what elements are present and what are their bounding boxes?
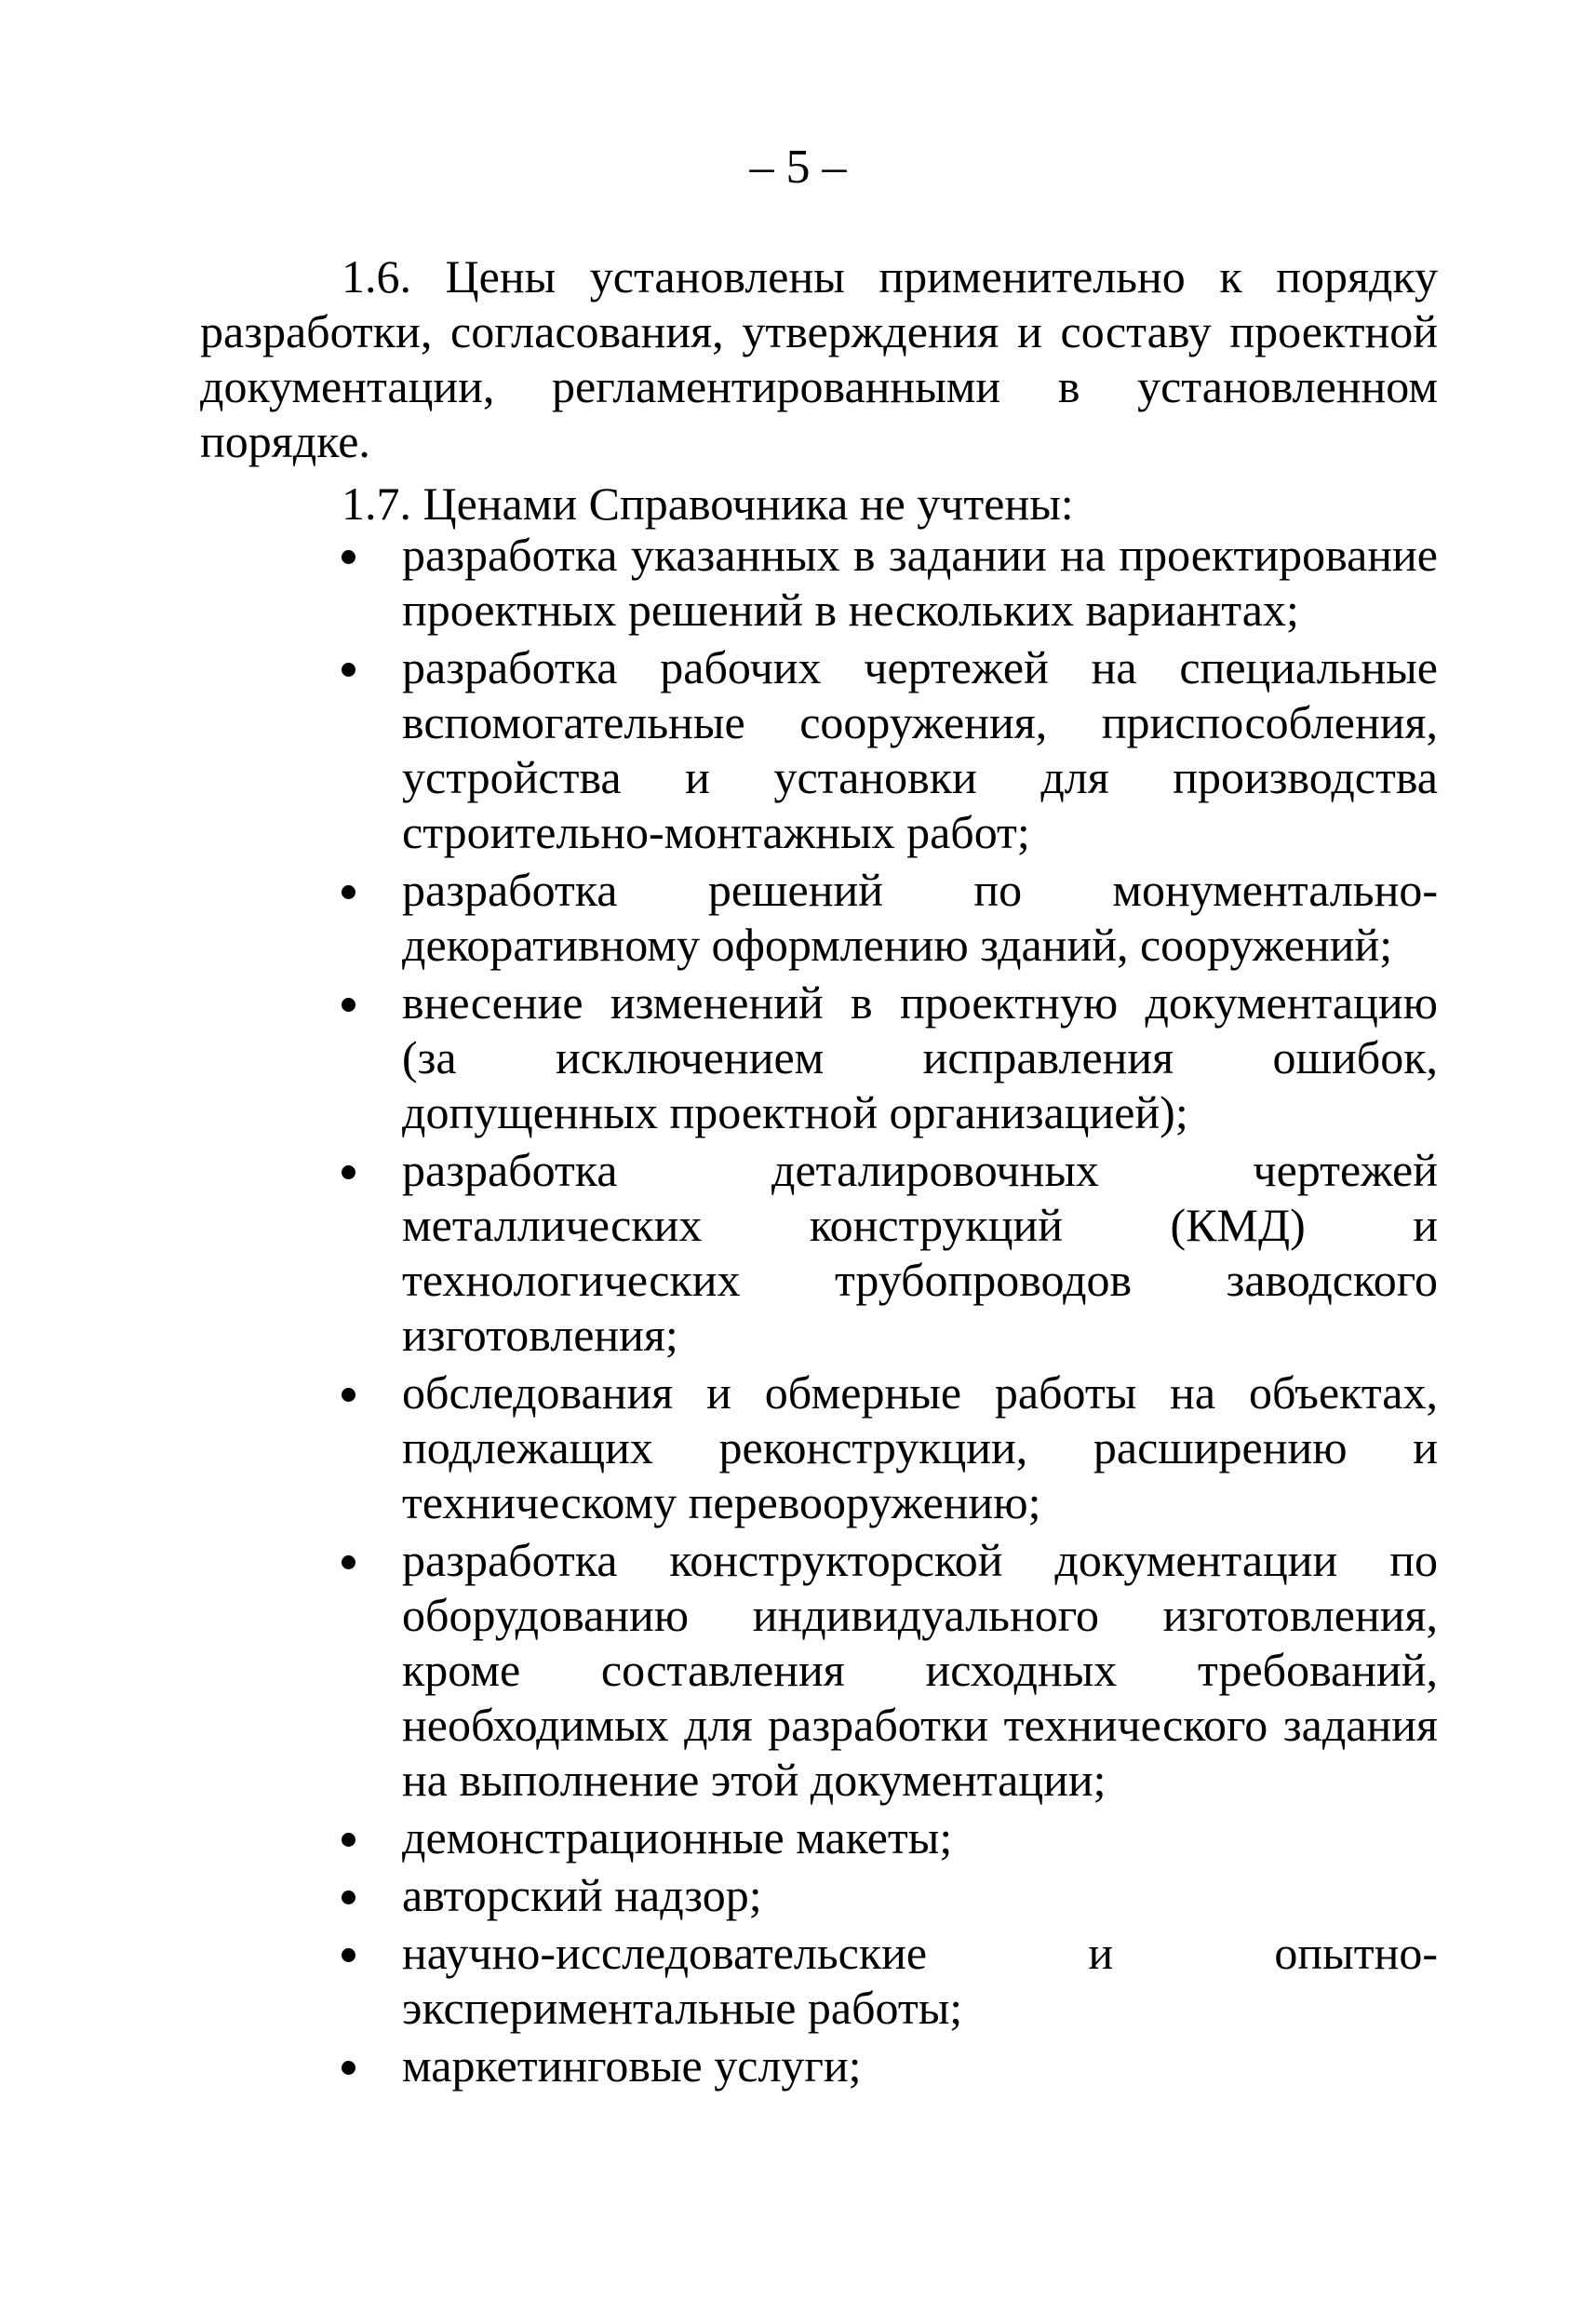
list-item: разработка конструкторской документации по оборудованию индивидуального изготовления, кроме составления исходных требований, необходимых для разработки технического задания на выполнение этой документации;: [200, 1533, 1438, 1808]
list-item: внесение изменений в проектную документацию (за исключением исправления ошибок, допущенных проектной организацией);: [200, 975, 1438, 1140]
list-item: разработка указанных в задании на проектирование проектных решений в нескольких вариантах;: [200, 528, 1438, 638]
list-item: разработка деталировочных чертежей металлических конструкций (КМД) и технологических трубопроводов заводского изготовления;: [200, 1143, 1438, 1363]
exclusions-list: [200, 528, 1438, 2096]
list-item: демонстрационные макеты;: [200, 1810, 1438, 1865]
list-item: разработка решений по монументально-декоративному оформлению зданий, сооружений;: [200, 863, 1438, 973]
paragraph-1-6: 1.6. Цены установлены применительно к порядку разработки, согласования, утверждения и составу проектной документации, регламентированными в установленном порядке.: [200, 250, 1438, 467]
list-item: научно-исследовательские и опытно-экспериментальные работы;: [200, 1926, 1438, 2036]
list-item: маркетинговые услуги;: [200, 2038, 1438, 2093]
list-item: авторский надзор;: [200, 1868, 1438, 1923]
page-number: – 5 –: [749, 141, 847, 194]
paragraph-1-7-intro: 1.7. Ценами Справочника не учтены:: [342, 478, 1074, 530]
list-item: обследования и обмерные работы на объектах, подлежащих реконструкции, расширению и техническому перевооружению;: [200, 1366, 1438, 1530]
list-item: разработка рабочих чертежей на специальные вспомогательные сооружения, приспособления, устройства и установки для производства строительно-монтажных работ;: [200, 640, 1438, 860]
